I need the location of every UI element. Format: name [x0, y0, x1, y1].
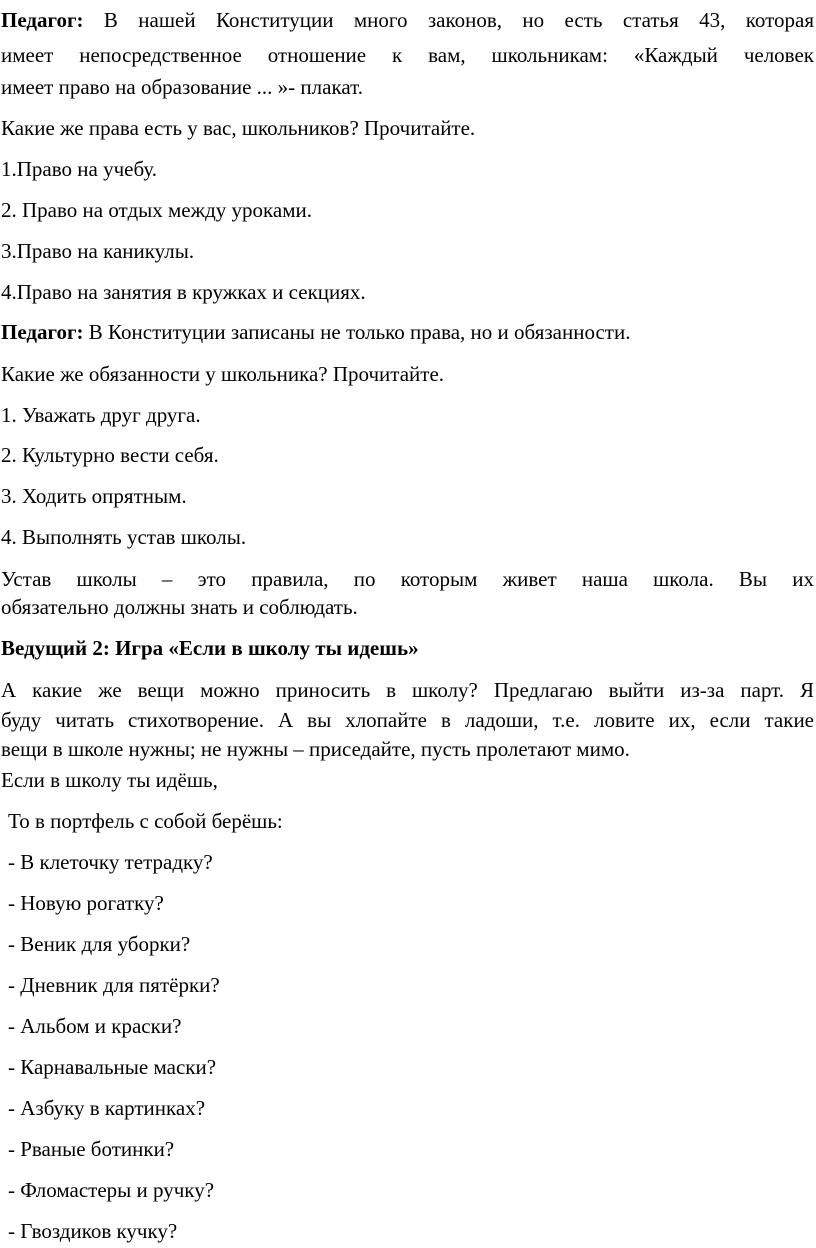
charter-line-1: Устав школы – это правила, по которым живет наша школа. Вы их: [1, 567, 814, 591]
poem-item-3: - Веник для уборки?: [8, 932, 191, 956]
poem-item-9: - Фломастеры и ручку?: [8, 1178, 215, 1202]
poem-item-5: - Альбом и краски?: [8, 1014, 182, 1038]
game-line-2: буду читать стихотворение. А вы хлопайте в ладоши, т.е. ловите их, если такие: [1, 708, 814, 732]
poem-line-1: Если в школу ты идёшь,: [1, 768, 218, 792]
rights-item-1: 1.Право на учебу.: [1, 157, 157, 181]
duties-intro-text: В Конституции записаны не только права, но и обязанности.: [88, 320, 631, 344]
poem-item-6: - Карнавальные маски?: [8, 1055, 217, 1079]
rights-item-4: 4.Право на занятия в кружках и секциях.: [1, 280, 366, 304]
intro-line-2: имеет непосредственное отношение к вам, школьникам: «Каждый человек: [1, 43, 814, 67]
duties-question: Какие же обязанности у школьника? Прочитайте.: [1, 362, 445, 386]
poem-line-2: То в портфель с собой берёшь:: [8, 809, 283, 833]
rights-question: Какие же права есть у вас, школьников? Прочитайте.: [1, 116, 476, 140]
intro-speaker: Педагог:: [1, 8, 84, 32]
duties-item-3: 3. Ходить опрятным.: [1, 484, 187, 508]
poem-item-4: - Дневник для пятёрки?: [8, 973, 220, 997]
charter-line-2: обязательно должны знать и соблюдать.: [1, 595, 358, 619]
poem-item-1: - В клеточку тетрадку?: [8, 850, 213, 874]
duties-item-1: 1. Уважать друг друга.: [1, 403, 201, 427]
duties-intro: [1, 320, 630, 344]
duties-item-2: 2. Культурно вести себя.: [1, 443, 219, 467]
intro-text-1: В нашей Конституции много законов, но есть статья 43, которая: [103, 8, 814, 32]
duties-speaker: Педагог:: [1, 320, 84, 344]
poem-item-8: - Рваные ботинки?: [8, 1137, 175, 1161]
game-line-3: вещи в школе нужны; не нужны – приседайте, пусть пролетают мимо.: [1, 737, 630, 761]
game-line-1: А какие же вещи можно приносить в школу? Предлагаю выйти из-за парт. Я: [1, 678, 814, 702]
intro-line-3: имеет право на образование ... »- плакат.: [1, 75, 363, 99]
rights-item-2: 2. Право на отдых между уроками.: [1, 198, 313, 222]
rights-item-3: 3.Право на каникулы.: [1, 239, 195, 263]
poem-item-10: - Гвоздиков кучку?: [8, 1219, 178, 1243]
game-heading: Ведущий 2: Игра «Если в школу ты идешь»: [1, 636, 419, 660]
poem-item-2: - Новую рогатку?: [8, 891, 164, 915]
intro-line-1: [1, 8, 814, 32]
poem-item-7: - Азбуку в картинках?: [8, 1096, 206, 1120]
duties-item-4: 4. Выполнять устав школы.: [1, 525, 247, 549]
